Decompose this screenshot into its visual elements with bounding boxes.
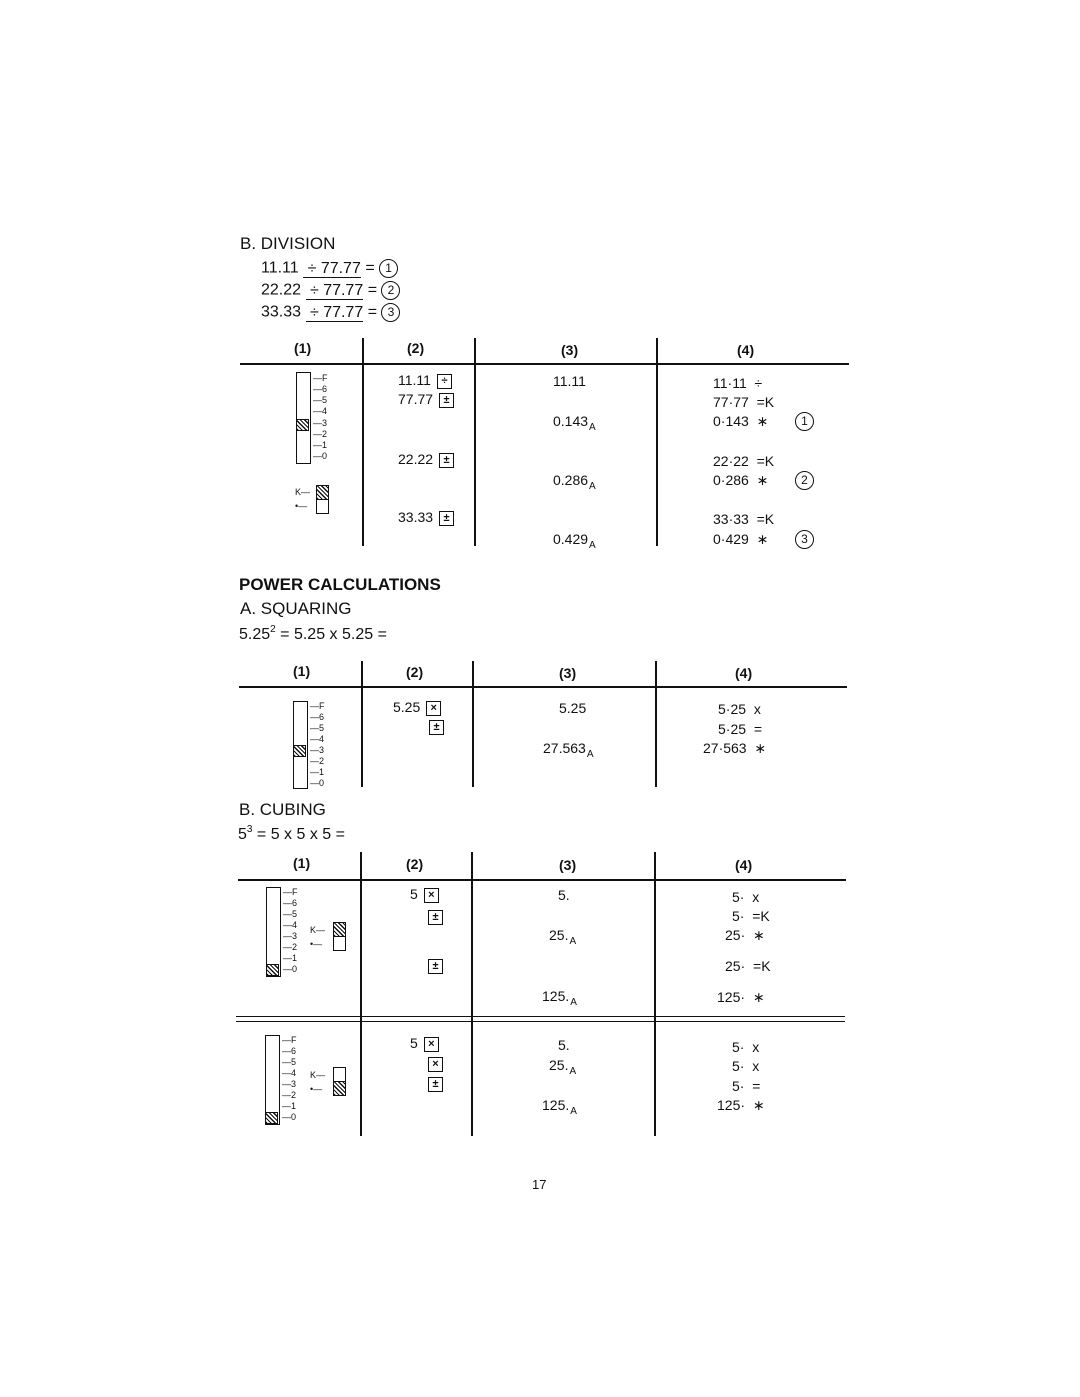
page-number: 17: [532, 1177, 547, 1192]
squaring-heading: A. SQUARING: [240, 599, 352, 618]
print-line: 5· =: [732, 1078, 761, 1094]
column-header-3: (3): [559, 857, 577, 873]
print-line: 0·429 ∗: [713, 531, 769, 547]
eq-operand: 77.77: [323, 303, 364, 321]
eq-operand: 33.33: [261, 303, 302, 321]
print-line: 77·77 =K: [713, 394, 775, 410]
column-divider: [654, 852, 656, 1136]
multiply-key-icon: ×: [426, 701, 441, 716]
column-header-2: (2): [406, 664, 424, 680]
print-line: 22·22 =K: [713, 453, 775, 469]
column-divider: [471, 852, 473, 1136]
column-divider: [655, 661, 657, 787]
key-entry: 77.77 ±: [398, 391, 454, 408]
eq-operator: ÷: [309, 303, 319, 321]
display-value: $25._A$: [549, 927, 577, 947]
key-entry: [422, 1075, 443, 1092]
column-divider: [360, 852, 362, 1136]
eq-equals: =: [365, 259, 375, 277]
eq-equals: =: [367, 281, 378, 299]
print-line: 33·33 =K: [713, 511, 775, 527]
double-rule: [236, 1016, 845, 1017]
circled-number-icon: 2: [795, 471, 814, 490]
eq-equals: =: [367, 303, 378, 321]
plus-equal-key-icon: ±: [428, 910, 443, 925]
circled-number-icon: 3: [381, 303, 400, 322]
key-entry: [423, 718, 444, 735]
cubing-equation: $5^3 = 5$ x 5 x 5 =: [238, 824, 345, 843]
multiply-key-icon: ×: [424, 1037, 439, 1052]
division-equation-1: [261, 259, 398, 278]
column-header-1: (1): [294, 340, 312, 356]
key-entry: [422, 1055, 443, 1072]
key-entry: 5.25 ×: [393, 699, 441, 716]
display-value: $0.429_A$: [553, 531, 596, 551]
plus-equal-key-icon: ±: [429, 720, 444, 735]
table-rule: [238, 879, 846, 881]
key-entry: 5 ×: [410, 886, 439, 903]
print-line: 5· x: [732, 1039, 760, 1055]
circled-number-icon: 1: [795, 412, 814, 431]
divide-key-icon: ÷: [437, 374, 452, 389]
print-line: 5·25 x: [718, 701, 761, 717]
plus-equal-key-icon: ±: [428, 1077, 443, 1092]
key-entry: 5 ×: [410, 1035, 439, 1052]
print-line: 27·563 ∗: [703, 740, 767, 756]
display-value: 5.25: [559, 700, 587, 716]
column-divider: [361, 661, 363, 787]
display-value: 5.: [558, 887, 570, 903]
multiply-key-icon: ×: [424, 888, 439, 903]
column-header-2: (2): [407, 340, 425, 356]
double-rule: [236, 1021, 845, 1022]
display-value: 11.11: [553, 373, 586, 389]
eq-operator: ÷: [309, 281, 319, 299]
print-line: 0·286 ∗: [713, 472, 769, 488]
print-line: 25· ∗: [725, 927, 765, 943]
plus-equal-key-icon: ±: [439, 511, 454, 526]
display-value: $125._A$: [542, 1097, 577, 1117]
column-header-4: (4): [735, 857, 753, 873]
eq-operand: 22.22: [261, 281, 302, 299]
circled-number-icon: 3: [795, 530, 814, 549]
column-header-1: (1): [293, 855, 311, 871]
plus-equal-key-icon: ±: [439, 453, 454, 468]
power-title: POWER CALCULATIONS: [239, 575, 441, 594]
print-line: 25· =K: [725, 958, 771, 974]
column-divider: [362, 338, 364, 546]
column-header-4: (4): [737, 342, 755, 358]
division-heading: B. DIVISION: [240, 234, 336, 253]
print-line: 5· =K: [732, 908, 770, 924]
display-value: $0.286_A$: [553, 472, 596, 492]
display-value: $0.143_A$: [553, 413, 596, 433]
display-value: 5.: [558, 1037, 570, 1053]
circled-number-icon: 2: [381, 281, 400, 300]
column-header-2: (2): [406, 856, 424, 872]
plus-equal-key-icon: ±: [439, 393, 454, 408]
column-header-3: (3): [561, 342, 579, 358]
display-value: $27.563_A$: [543, 740, 594, 760]
print-line: 11·11 ÷: [713, 375, 763, 391]
division-equation-3: [261, 303, 400, 322]
print-line: 125· ∗: [717, 1097, 765, 1113]
print-line: 5· x: [732, 889, 760, 905]
squaring-equation: 5.25$^2$ = 5.25 x 5.25 =: [239, 624, 387, 643]
print-line: 0·143 ∗: [713, 413, 769, 429]
key-entry: 33.33 ±: [398, 509, 454, 526]
column-header-3: (3): [559, 665, 577, 681]
column-divider: [474, 338, 476, 546]
eq-operand: 77.77: [320, 259, 361, 277]
column-divider: [656, 338, 658, 546]
column-divider: [472, 661, 474, 787]
plus-equal-key-icon: ±: [428, 959, 443, 974]
key-entry: 11.11 ÷: [398, 372, 452, 389]
multiply-key-icon: ×: [428, 1057, 443, 1072]
display-value: $125._A$: [542, 988, 577, 1008]
circled-number-icon: 1: [379, 259, 398, 278]
division-equation-2: [261, 281, 400, 300]
print-line: 125· ∗: [717, 989, 765, 1005]
eq-operand: 77.77: [323, 281, 364, 299]
key-entry: [422, 957, 443, 974]
print-line: 5· x: [732, 1058, 760, 1074]
table-rule: [240, 363, 849, 365]
column-header-4: (4): [735, 665, 753, 681]
eq-operand: 11.11: [261, 259, 299, 277]
print-line: 5·25 =: [718, 721, 762, 737]
column-header-1: (1): [293, 663, 311, 679]
display-value: $25._A$: [549, 1057, 577, 1077]
key-entry: [422, 908, 443, 925]
key-entry: 22.22 ±: [398, 451, 454, 468]
table-rule: [239, 686, 847, 688]
cubing-heading: B. CUBING: [239, 800, 326, 819]
eq-operator: ÷: [307, 259, 317, 277]
